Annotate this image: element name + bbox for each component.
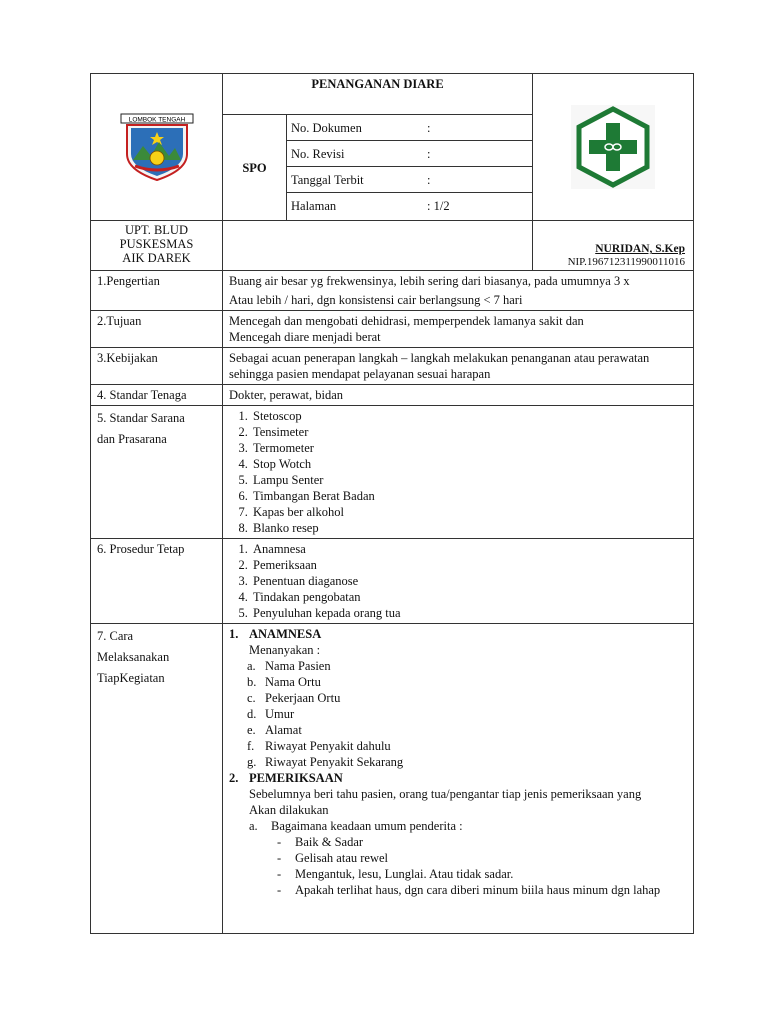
list-item: - Mengantuk, lesu, Lunglai. Atau tidak sadar. xyxy=(277,866,687,882)
left-logo-cell xyxy=(91,74,223,221)
pemeriksaan-title: PEMERIKSAAN xyxy=(249,771,343,785)
sub-heading-text: Bagaimana keadaan umum penderita : xyxy=(271,819,463,833)
list-item: 3. Termometer xyxy=(251,440,687,456)
list-item: c. Pekerjaan Ortu xyxy=(247,691,341,705)
spo-label: SPO xyxy=(223,115,287,221)
meta-row xyxy=(287,141,532,167)
meta-value: : xyxy=(423,141,532,167)
institution-line: PUSKESMAS xyxy=(119,237,194,251)
signer-nip: NIP.196712311990011016 xyxy=(567,256,686,268)
section-label: 2.Tujuan xyxy=(91,311,223,348)
pemeriksaan-intro: Sebelumnya beri tahu pasien, orang tua/pengantar tiap jenis pemeriksaan yang xyxy=(249,787,642,801)
anamnesa-title: ANAMNESA xyxy=(249,627,322,641)
lombok-tengah-emblem xyxy=(117,112,197,182)
meta-label: Tanggal Terbit xyxy=(287,167,423,193)
standar-tenaga-content: Dokter, perawat, bidan xyxy=(223,385,694,406)
section-label: 3.Kebijakan xyxy=(91,348,223,385)
section-label-line: Melaksanakan xyxy=(97,650,170,664)
sarana-list xyxy=(229,408,687,536)
emblem-label: LOMBOK TENGAH xyxy=(128,116,185,124)
section-label: 4. Standar Tenaga xyxy=(91,385,223,406)
tujuan-content xyxy=(223,311,694,348)
list-item: f. Riwayat Penyakit dahulu xyxy=(247,739,391,753)
list-item: 4. Stop Wotch xyxy=(251,456,687,472)
section-label xyxy=(91,406,223,539)
list-item: 4. Tindakan pengobatan xyxy=(251,589,687,605)
meta-label: No. Revisi xyxy=(287,141,423,167)
meta-value: : 1/2 xyxy=(427,198,450,213)
list-item: 1. Anamnesa xyxy=(251,541,687,557)
kondisi-list xyxy=(229,834,687,898)
list-item: - Apakah terlihat haus, dgn cara diberi minum biila haus minum dgn lahap xyxy=(277,882,687,898)
kebijakan-content: Sebagai acuan penerapan langkah – langkah melakukan penanganan atau perawatan sehingga pasien mendapat pelayanan sesuai harapan xyxy=(223,348,694,385)
section-label-line: TiapKegiatan xyxy=(97,671,165,685)
list-item: 3. Penentuan diaganose xyxy=(251,573,687,589)
institution-line: UPT. BLUD xyxy=(125,223,188,237)
list-item: 1. Stetoscop xyxy=(251,408,687,424)
list-item: 6. Timbangan Berat Badan xyxy=(251,488,687,504)
list-item: 8. Blanko resep xyxy=(251,520,687,536)
institution-name xyxy=(91,221,223,271)
blank-cell xyxy=(223,221,533,271)
paragraph: Atau lebih / hari, dgn konsistensi cair berlangsung < 7 hari xyxy=(229,293,523,307)
meta-label: No. Dokumen xyxy=(287,115,423,141)
list-item: 2. Tensimeter xyxy=(251,424,687,440)
prosedur-content xyxy=(223,539,694,624)
step-heading: 2. PEMERIKSAAN xyxy=(229,771,343,785)
spo-table xyxy=(90,73,694,934)
sarana-content xyxy=(223,406,694,539)
step-heading: 1. ANAMNESA xyxy=(229,627,322,641)
signer-name: NURIDAN, S.Kep xyxy=(595,243,686,255)
anamnesa-list xyxy=(229,658,687,770)
puskesmas-logo xyxy=(571,105,655,189)
list-item: - Baik & Sadar xyxy=(277,834,687,850)
meta-value: : xyxy=(423,167,532,193)
paragraph: Mencegah diare menjadi berat xyxy=(229,330,381,344)
meta-row xyxy=(287,115,532,141)
right-logo-cell xyxy=(533,74,694,221)
list-item: g. Riwayat Penyakit Sekarang xyxy=(247,755,404,769)
pemeriksaan-intro: Akan dilakukan xyxy=(249,803,329,817)
list-item: 7. Kapas ber alkohol xyxy=(251,504,687,520)
anamnesa-intro: Menanyakan : xyxy=(249,643,321,657)
spo-document xyxy=(90,73,693,934)
document-meta xyxy=(287,115,533,221)
section-label-line: dan Prasarana xyxy=(97,432,167,446)
list-item: a. Nama Pasien xyxy=(247,659,331,673)
prosedur-list xyxy=(229,541,687,621)
meta-row xyxy=(287,193,532,219)
sub-heading: a. Bagaimana keadaan umum penderita : xyxy=(249,819,463,833)
meta-value: : xyxy=(423,115,532,141)
list-item: 5. Lampu Senter xyxy=(251,472,687,488)
section-label-line: 5. Standar Sarana xyxy=(97,411,185,425)
section-label-line: 7. Cara xyxy=(97,629,134,643)
list-item: d. Umur xyxy=(247,707,295,721)
document-title: PENANGANAN DIARE xyxy=(223,74,533,115)
meta-label: Halaman xyxy=(291,198,337,213)
list-item: e. Alamat xyxy=(247,723,302,737)
pengertian-content xyxy=(223,271,694,311)
meta-row xyxy=(287,167,532,193)
institution-line: AIK DAREK xyxy=(122,251,191,265)
paragraph: Mencegah dan mengobati dehidrasi, memperpendek lamanya sakit dan xyxy=(229,314,584,328)
section-label xyxy=(91,624,223,934)
list-item: 5. Penyuluhan kepada orang tua xyxy=(251,605,687,621)
paragraph: Buang air besar yg frekwensinya, lebih sering dari biasanya, pada umumnya 3 x xyxy=(229,274,630,288)
section-label: 1.Pengertian xyxy=(91,271,223,311)
list-item: b. Nama Ortu xyxy=(247,675,321,689)
list-item: - Gelisah atau rewel xyxy=(277,850,687,866)
list-item: 2. Pemeriksaan xyxy=(251,557,687,573)
signer-block xyxy=(533,221,694,271)
cara-content xyxy=(223,624,694,934)
section-label: 6. Prosedur Tetap xyxy=(91,539,223,624)
